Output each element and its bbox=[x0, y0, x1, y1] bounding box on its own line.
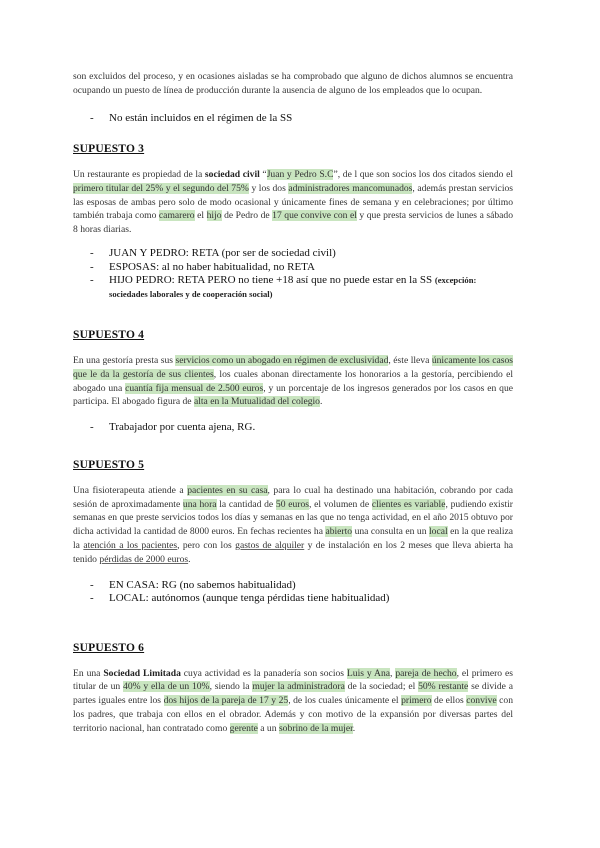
list-item: - No están incluidos en el régimen de la SS bbox=[73, 112, 513, 126]
intro-bullet-list bbox=[73, 112, 513, 126]
supuesto-4-paragraph: En una gestoría presta sus servicios como un abogado en régimen de exclusividad, éste lleva únicamente los casos que le da la gestoría de sus clientes, los cuales abonan directamente los honorarios a la gestoría, percibiendo el abogado una cuantía fija mensual de 2.500 euros, y un porcentaje de los ingresos generados por los casos en que participa. El abogado figura de alta en la Mutualidad del colegio. bbox=[73, 355, 513, 408]
section-title-supuesto-5: SUPUESTO 5 bbox=[73, 458, 145, 471]
list-item: - HIJO PEDRO: RETA PERO no tiene +18 así que no puede estar en la SS (excepción: sociedades laborales y de cooperación social) bbox=[73, 274, 513, 301]
list-item: - LOCAL: autónomos (aunque tenga pérdidas tiene habitualidad) bbox=[73, 592, 513, 606]
list-item: - EN CASA: RG (no sabemos habitualidad) bbox=[73, 579, 513, 593]
section-title-supuesto-4: SUPUESTO 4 bbox=[73, 329, 145, 342]
list-item: - JUAN Y PEDRO: RETA (por ser de sociedad civil) bbox=[73, 247, 513, 261]
supuesto-3-bullet-list bbox=[73, 247, 513, 301]
supuesto-3-paragraph: Un restaurante es propiedad de la sociedad civil “Juan y Pedro S.C”, de l que son socios los dos citados siendo el primero titular del 25% y el segundo del 75% y los dos administradores mancomunados, además prestan servicios las esposas de ambas pero solo de modo ocasional y únicamente fines de semana y en celebraciones; por último también trabaja como camarero el hijo de Pedro de 17 que convive con el y que presta servicios de lunes a sábado 8 horas diarias. bbox=[73, 169, 514, 236]
supuesto-5-paragraph: Una fisioterapeuta atiende a pacientes en su casa, para lo cual ha destinado una habitación, cobrando por cada sesión de aproximadamente una hora la cantidad de 50 euros, el volumen de clientes es variable, pudiendo existir semanas en que preste servicios todos los días y semanas en las que no tenga actividad, en el año 2015 obtuvo por dicha actividad la cantidad de 8000 euros. En fechas recientes ha abierto una consulta en un local en la que realiza la atención a los pacientes, pero con los gastos de alquiler y de instalación en los 2 meses que lleva abierta ha tenido pérdidas de 2000 euros. bbox=[73, 484, 514, 565]
supuesto-5-bullet-list bbox=[73, 579, 513, 606]
list-item: - Trabajador por cuenta ajena, RG. bbox=[73, 421, 513, 435]
supuesto-6-paragraph: En una Sociedad Limitada cuya actividad es la panadería son socios Luis y Ana, pareja de hecho, el primero es titular de un 40% y ella de un 10%, siendo la mujer la administradora de la sociedad; el 50% restante se divide a partes iguales entre los dos hijos de la pareja de 17 y 25, de los cuales únicamente el primero de ellos convive con los padres, que trabaja con ellos en el obrador. Además y con motivo de la expansión por diversas partes del territorio nacional, han contratado como gerente a un sobrino de la mujer. bbox=[73, 667, 514, 734]
section-title-supuesto-3: SUPUESTO 3 bbox=[73, 143, 145, 156]
intro-paragraph: son excluidos del proceso, y en ocasiones aisladas se ha comprobado que alguno de dichos alumnos se encuentra ocupando un puesto de línea de producción durante la ausencia de alguno de los empleados que lo ocupan. bbox=[73, 71, 513, 96]
list-item: - ESPOSAS: al no haber habitualidad, no RETA bbox=[73, 261, 513, 275]
section-title-supuesto-6: SUPUESTO 6 bbox=[73, 641, 145, 654]
document-page bbox=[73, 70, 513, 736]
supuesto-4-bullet-list bbox=[73, 421, 513, 435]
